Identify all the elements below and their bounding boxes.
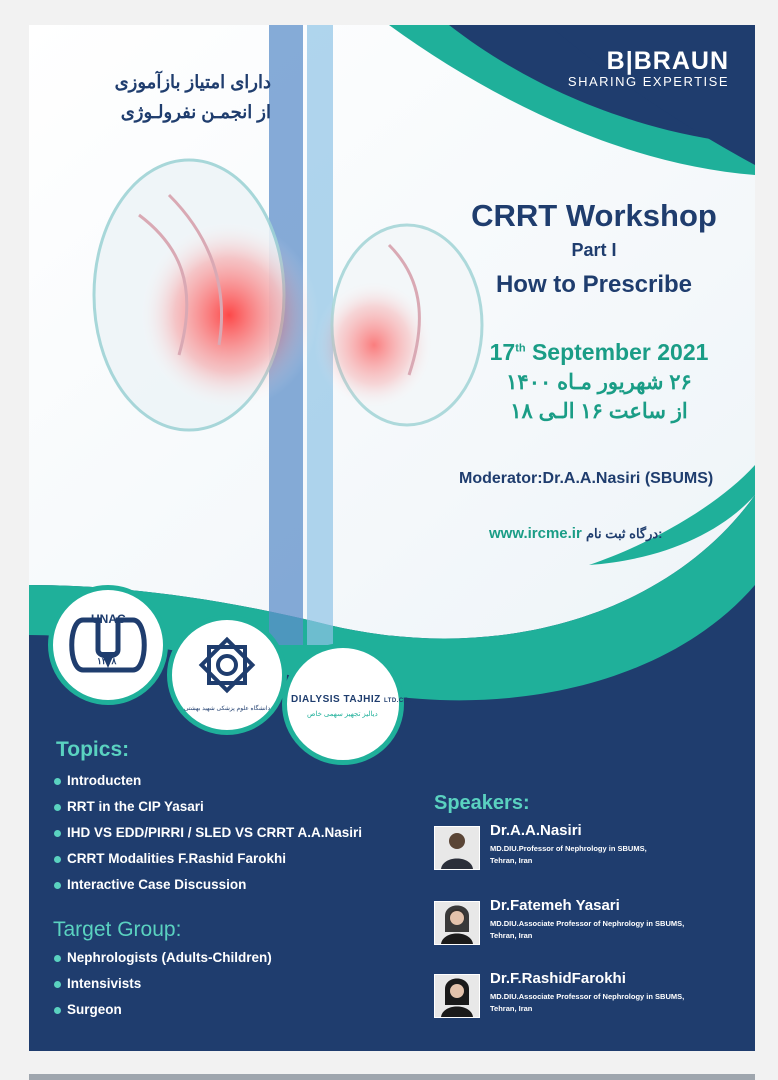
speaker-desc: MD.DIU.Associate Professor of Nephrology in SBUMS, Tehran, Iran	[490, 992, 685, 1013]
bullet-icon	[54, 804, 61, 811]
cme-credit-note	[71, 67, 271, 127]
bullet-icon	[54, 778, 61, 785]
list-item: Introducten	[54, 768, 362, 794]
date-suffix: th	[515, 342, 526, 355]
person-icon	[435, 975, 479, 1017]
dialysis-persian: دیالیز تجهیز سهمی خاص	[307, 711, 378, 718]
person-icon	[435, 827, 479, 869]
speaker-name: Dr.F.RashidFarokhi	[490, 970, 626, 987]
unac-logo	[48, 585, 168, 705]
event-date-block	[449, 339, 749, 424]
registration-label: درگاه ثبت نام:	[585, 526, 663, 541]
speaker-photo	[434, 826, 480, 870]
list-item: RRT in the CIP Yasari	[54, 794, 362, 820]
speaker-desc: MD.DIU.Professor of Nephrology in SBUMS, Tehran, Iran	[490, 844, 647, 865]
bullet-icon	[54, 955, 61, 962]
unac-text: UNAC	[91, 612, 126, 626]
dialysis-tajhiz-logo	[282, 643, 412, 765]
cme-line-1: دارای امتیاز بازآموزی	[114, 72, 271, 92]
event-title-block	[429, 198, 755, 299]
event-subtitle: How to Prescribe	[495, 271, 693, 298]
brand-tagline: SHARING EXPERTISE	[567, 74, 729, 89]
bullet-icon	[54, 1007, 61, 1014]
sbums-caption: دانشگاه علوم پزشکی شهید بهشتی	[183, 706, 271, 712]
sbums-logo	[167, 615, 287, 735]
dialysis-name: DIALYSIS TAJHIZ LTD.CO.	[291, 694, 412, 705]
speaker-name: Dr.Fatemeh Yasari	[490, 897, 620, 914]
target-group-list	[54, 945, 272, 1023]
person-icon	[435, 902, 479, 944]
bbraun-logo	[554, 47, 729, 89]
topics-heading: Topics:	[56, 738, 130, 761]
brand-name: B|BRAUN	[606, 47, 729, 75]
date-rest: September 2021	[531, 339, 709, 365]
speaker-desc: MD.DIU.Associate Professor of Nephrology in SBUMS, Tehran, Iran	[490, 919, 685, 940]
bullet-icon	[54, 856, 61, 863]
bullet-icon	[54, 882, 61, 889]
topics-list	[54, 768, 362, 898]
poster	[29, 25, 755, 1051]
list-item: Intensivists	[54, 971, 272, 997]
event-date	[449, 339, 749, 366]
sbums-emblem-icon	[172, 620, 282, 730]
list-item: IHD VS EDD/PIRRI / SLED VS CRRT A.A.Nasiri	[54, 820, 362, 846]
time-persian: از ساعت ۱۶ الـی ۱۸	[510, 400, 688, 423]
list-item: CRRT Modalities F.Rashid Farokhi	[54, 846, 362, 872]
next-image-strip	[29, 1074, 755, 1080]
list-item: Surgeon	[54, 997, 272, 1023]
registration-url[interactable]: www.ircme.ir	[489, 525, 582, 542]
event-title: CRRT Workshop	[471, 198, 717, 233]
event-part: Part I	[571, 240, 617, 260]
bullet-icon	[54, 981, 61, 988]
list-item: Interactive Case Discussion	[54, 872, 362, 898]
speaker-photo	[434, 901, 480, 945]
cme-line-2: از انجمـن نفرولـوژی	[120, 102, 271, 122]
date-persian: ۲۶ شهریور مـاه ۱۴۰۰	[506, 371, 692, 394]
list-item: Nephrologists (Adults-Children)	[54, 945, 272, 971]
speaker-name: Dr.A.A.Nasiri	[490, 822, 582, 839]
target-group-heading: Target Group:	[53, 918, 182, 941]
unac-emblem-icon	[53, 590, 163, 700]
unac-year: ۱۳۷۸	[97, 656, 117, 666]
bullet-icon	[54, 830, 61, 837]
date-day: 17	[489, 339, 516, 365]
moderator: Moderator:Dr.A.A.Nasiri (SBUMS)	[459, 470, 714, 487]
speakers-heading: Speakers:	[434, 792, 530, 814]
registration-line	[489, 525, 663, 542]
speaker-photo	[434, 974, 480, 1018]
